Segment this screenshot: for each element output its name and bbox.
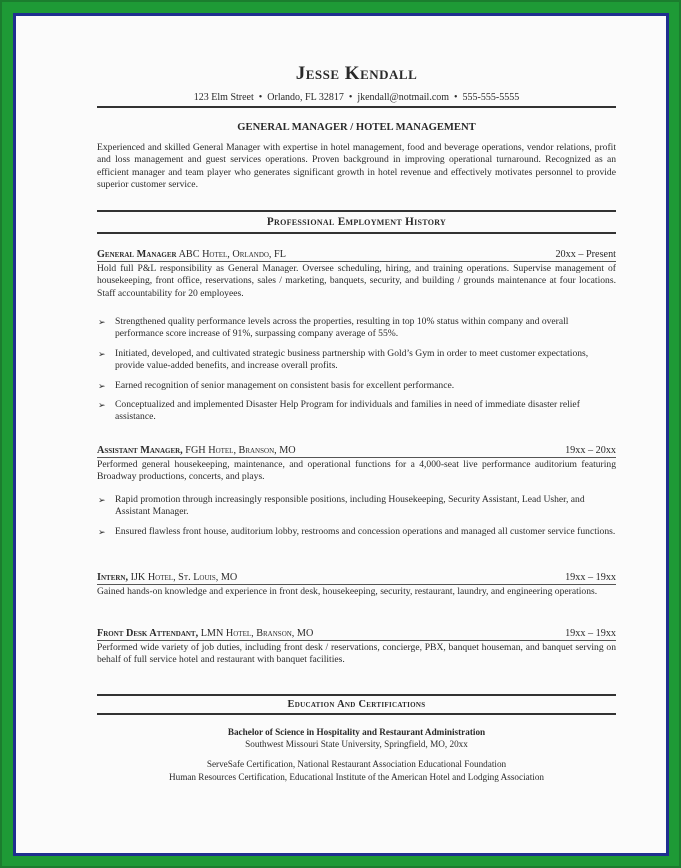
certification: ServeSafe Certification, National Restaurant Association Educational Foundation (206, 759, 507, 769)
job-header (97, 445, 616, 458)
job-header (97, 572, 616, 585)
education-heading: Education And Certifications (287, 699, 426, 710)
header-rule (97, 106, 616, 108)
job-company: FGH Hotel, Branson, MO (182, 445, 296, 456)
job-company: ABC Hotel, Orlando, FL (176, 249, 286, 260)
list-item: ➢ Initiated, developed, and cultivated strategic business partnership with Gold’s Gym in order to meet customer expectations, provide value-added benefits, and increase overall profits. (98, 347, 589, 372)
job-title: Assistant Manager, (97, 445, 183, 456)
section-rule-bottom (97, 232, 616, 234)
arrow-bullet-icon: ➢ (98, 400, 106, 411)
list-item: ➢ Conceptualized and implemented Disaster Help Program for individuals and families in need of immediate disaster relief assistance. (98, 399, 580, 423)
job-description: Hold full P&L responsibility as General Manager. Oversee scheduling, hiring, and training operations. Supervise management of housekeeping, front office, reservations, sales / marketing, banquets, security, and building / grounds maintenance at four locations. Staff accountability for 20 employees. (97, 263, 616, 299)
degree: Bachelor of Science in Hospitality and Restaurant Administration (227, 727, 486, 737)
job-dates: 19xx – 20xx (565, 445, 616, 456)
section-rule-top (97, 694, 616, 696)
arrow-bullet-icon: ➢ (98, 526, 106, 537)
job-title: Intern, (97, 572, 129, 583)
section-rule-bottom (97, 713, 616, 715)
resume-title: GENERAL MANAGER / HOTEL MANAGEMENT (237, 122, 476, 133)
job-header (97, 249, 616, 262)
contact-line: 123 Elm Street • Orlando, FL 32817 • jkendall@notmail.com • 555-555-5555 (193, 92, 520, 103)
job-achievements (97, 494, 616, 545)
job-header (97, 628, 616, 641)
job-dates: 19xx – 19xx (565, 572, 616, 583)
job-description: Performed general housekeeping, maintenance, and operational functions for a 4,000-seat live performance auditorium featuring Broadway productions, concerts, and plays. (97, 459, 616, 483)
employment-heading: Professional Employment History (266, 216, 447, 228)
school: Southwest Missouri State University, Springfield, MO, 20xx (245, 739, 468, 749)
candidate-name: Jesse Kendall (295, 63, 418, 84)
list-item: ➢ Strengthened quality performance levels across the properties, resulting in top 10% status within company and overall performance score increase of 91%, surpassing company average of 55%. (98, 316, 569, 340)
list-item: ➢ Ensured flawless front house, auditorium lobby, restrooms and concession operations and managed all customer service functions. (98, 525, 616, 537)
list-item: ➢ Rapid promotion through increasingly responsible positions, including Housekeeping, Security Assistant, Lead Usher, and Assistant Manager. (98, 494, 585, 518)
job-description: Performed wide variety of job duties, including front desk / reservations, concierge, PBX, banquet houseman, and banquet serving on behalf of full service hotel and restaurant with banquet facilities. (97, 642, 616, 666)
arrow-bullet-icon: ➢ (98, 317, 106, 327)
section-rule-top (97, 210, 616, 212)
certification: Human Resources Certification, Educational Institute of the American Hotel and Lodging Association (168, 772, 545, 782)
job-dates: 19xx – 19xx (565, 628, 616, 639)
job-title: Front Desk Attendant, (97, 628, 199, 639)
arrow-bullet-icon: ➢ (98, 380, 106, 391)
job-achievements (97, 316, 616, 431)
list-item: ➢ Earned recognition of senior management on consistent basis for excellent performance. (98, 379, 455, 391)
job-company: IJK Hotel, St. Louis, MO (128, 572, 238, 583)
summary-paragraph: Experienced and skilled General Manager with expertise in hotel management, food and beverage operations, vendor relations, profit and loss management and guest services operations. Proven background in improving operational turnaround. Recognized as an efficient manager and team player who generates significant growth in hotel revenue and effectively motivates personnel to provide superior customer service. (97, 142, 616, 191)
job-title: General Manager (97, 249, 177, 260)
job-description: Gained hands-on knowledge and experience in front desk, housekeeping, security, restaurant, laundry, and engineering operations. (97, 586, 598, 597)
resume-page (16, 16, 666, 853)
arrow-bullet-icon: ➢ (98, 495, 106, 505)
arrow-bullet-icon: ➢ (98, 348, 106, 359)
job-dates: 20xx – Present (555, 249, 616, 260)
job-company: LMN Hotel, Branson, MO (198, 628, 314, 639)
